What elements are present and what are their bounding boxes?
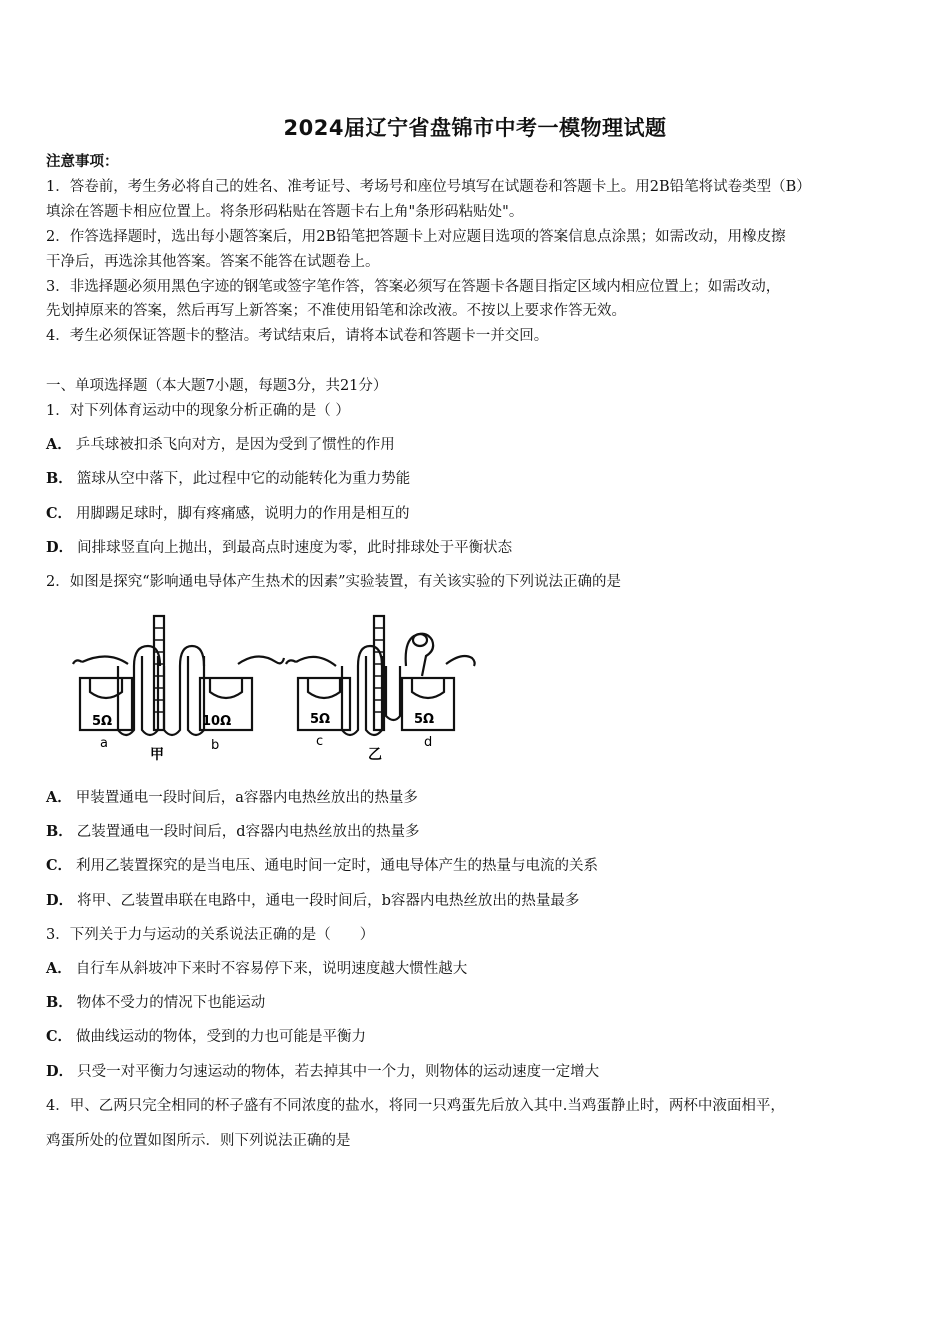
question-3-option-b [46,993,265,1013]
wire-left-end [73,660,82,664]
u-tube-3 [164,666,180,735]
container-label: a [100,736,108,751]
option-text: 将甲、乙装置串联在电路中，通电一段时间后，b容器内电热丝放出的热量最多 [77,893,580,909]
option-text: 自行车从斜坡冲下来时不容易停下来，说明速度越大惯性越大 [75,961,468,977]
notice-line: 填涂在答题卡相应位置上。将条形码粘贴在答题卡右上角"条形码粘贴处"。 [46,204,524,220]
question-2-option-c [46,856,598,876]
option-text: 甲装置通电一段时间后，a容器内电热丝放出的热量多 [75,790,418,806]
question-3-stem: 3．下列关于力与运动的关系说法正确的是（ ） [46,927,375,943]
q2-experiment-figure [68,606,478,770]
notice-line: 干净后，再选涂其他答案。答案不能答在试题卷上。 [46,254,380,270]
option-letter: D． [46,892,74,909]
container-label: c [316,734,324,749]
question-1-option-c [46,504,410,524]
option-text: 用脚踢足球时，脚有疼痛感，说明力的作用是相互的 [76,506,410,522]
option-text: 篮球从空中落下，此过程中它的动能转化为重力势能 [76,471,411,487]
notice-heading: 注意事项： [46,153,119,170]
question-1-option-d [46,538,512,558]
option-letter: A． [46,436,72,453]
question-2-option-b [46,822,420,842]
option-text: 乙装置通电一段时间后，d容器内电热丝放出的热量多 [76,824,420,840]
question-2-option-a [46,788,418,808]
notice-line: 4．考生必须保证答题卡的整洁。考试结束后，请将本试卷和答题卡一并交回。 [46,328,549,344]
resistor-label: 5Ω [310,712,331,727]
question-1-option-a [46,435,395,455]
notice-line: 先划掉原来的答案，然后再写上新答案；不准使用铅笔和涂改液。不按以上要求作答无效。 [46,303,626,319]
question-4-stem-line2: 鸡蛋所处的位置如图所示．则下列说法正确的是 [46,1133,351,1149]
option-text: 做曲线运动的物体，受到的力也可能是平衡力 [76,1029,367,1045]
option-text: 利用乙装置探究的是当电压、通电时间一定时，通电导体产生的热量与电流的关系 [76,858,599,874]
option-text: 物体不受力的情况下也能运动 [76,995,266,1011]
resistor-label: 5Ω [414,712,435,727]
page-title: 2024届辽宁省盘锦市中考一模物理试题 [283,116,667,140]
resistor-label: 10Ω [202,714,232,729]
option-letter: B． [46,470,73,487]
option-letter: B． [46,994,73,1011]
question-1-option-b [46,469,410,489]
option-letter: C． [46,505,73,522]
heating-wire-c [308,678,340,698]
wire-right-b [238,656,284,664]
option-letter: A． [46,960,72,977]
apparatus-label: 甲 [150,747,164,763]
apparatus-label: 乙 [368,747,382,763]
resistor-label: 5Ω [92,714,113,729]
container-label: d [424,735,433,750]
option-letter: A． [46,789,72,806]
option-letter: B． [46,823,73,840]
wire-left-a [82,656,128,664]
question-3-option-d [46,1062,599,1082]
u-tube-2 [142,656,158,735]
question-2-option-d [46,891,579,911]
notice-line: 1．答卷前，考生务必将自己的姓名、准考证号、考场号和座位号填写在试题卷和答题卡上。用2B铅笔将试卷类型（B） [46,179,811,195]
option-letter: C． [46,857,73,874]
option-letter: D． [46,1063,74,1080]
option-text: 只受一对平衡力匀速运动的物体，若去掉其中一个力，则物体的运动速度一定增大 [77,1064,600,1080]
container-label: b [211,738,220,753]
section-heading: 一、单项选择题（本大题7小题，每题3分，共21分） [46,378,388,394]
option-text: 乒乓球被扣杀飞向对方，是因为受到了惯性的作用 [75,437,395,453]
notice-line: 2．作答选择题时，选出每小题答案后，用2B铅笔把答题卡上对应题目选项的答案信息点涂黑；如需改动，用橡皮擦 [46,229,786,245]
option-letter: D． [46,539,74,556]
question-3-option-c [46,1027,366,1047]
option-letter: C． [46,1028,73,1045]
notice-line: 3．非选择题必须用黑色字迹的钢笔或签字笔作答，答案必须写在答题卡各题目指定区域内相应位置上；如需改动， [46,279,781,295]
question-2-stem: 2．如图是探究“影响通电导体产生热术的因素”实验装置，有关该实验的下列说法正确的是 [46,574,622,590]
heating-wire-b [210,678,242,698]
question-1-stem: 1．对下列体育运动中的现象分析正确的是（ ） [46,403,350,419]
joule-heating-apparatus-svg [68,606,478,766]
heating-wire-d [412,678,444,698]
question-3-option-a [46,959,467,979]
option-text: 间排球竖直向上抛出，到最高点时速度为零，此时排球处于平衡状态 [77,540,513,556]
question-4-stem-line1: 4．甲、乙两只完全相同的杯子盛有不同浓度的盐水，将同一只鸡蛋先后放入其中.当鸡蛋静止时，两杯中液面相平， [46,1098,785,1114]
external-resistor-coil [406,634,433,676]
